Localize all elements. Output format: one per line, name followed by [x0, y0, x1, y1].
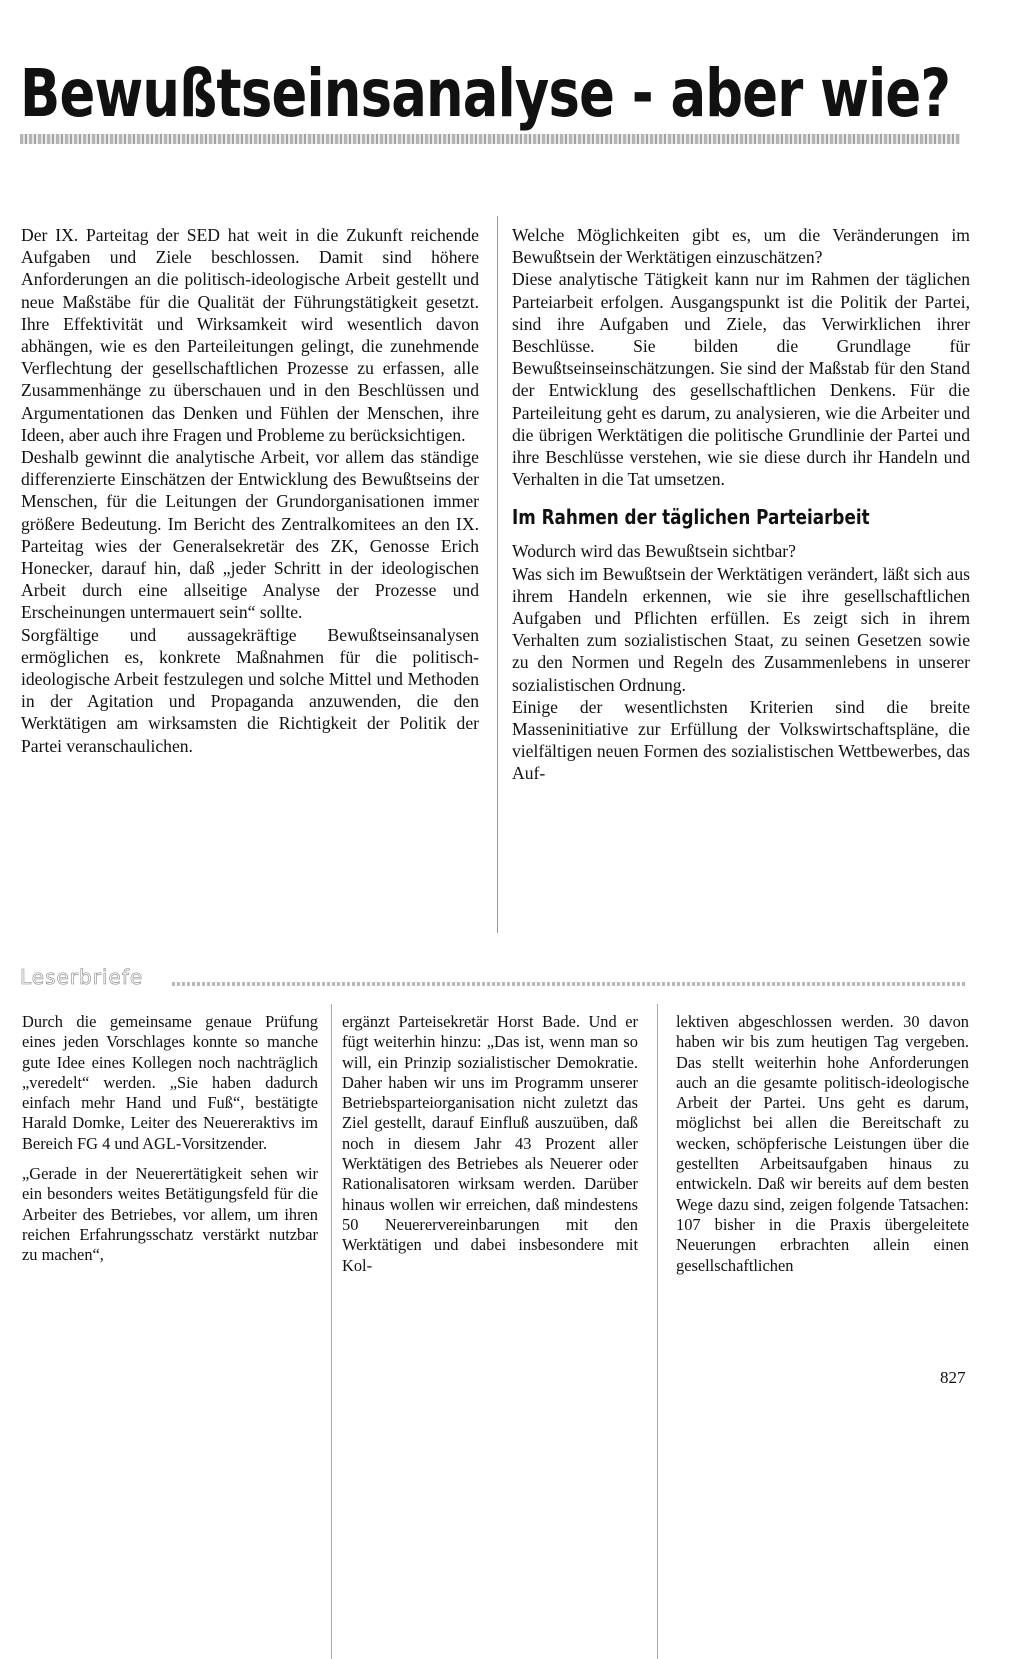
article-column-2	[512, 224, 970, 785]
paragraph: Was sich im Bewußtsein der Werktätigen verändert, läßt sich aus ihrem Handeln erkennen, wie sie ihre gesellschaftlichen Aufgaben und Pflichten erfüllen. Es zeigt sich in ihrem Verhalten zum sozialistischen Staat, zu seinen Gesetzen sowie zu den Normen und Regeln des Zusammenlebens in unserer sozialistischen Ordnung.	[512, 563, 970, 695]
paragraph: Deshalb gewinnt die analytische Arbeit, vor allem das ständige differenzierte Einschätzen der Entwicklung des Bewußtseins der Menschen, für die Leitungen der Grundorganisationen immer größere Bedeutung. Im Bericht des Zentralkomitees an den IX. Parteitag wies der Generalsekretär des ZK, Genosse Erich Honecker, darauf hin, daß „jeder Schritt in der ideologischen Arbeit durch eine allseitige Analyse der Prozesse und Erscheinungen untermauert sein“ sollte.	[21, 447, 479, 623]
paragraph: Der IX. Parteitag der SED hat weit in die Zukunft reichende Aufgaben und Ziele beschlossen. Damit sind höhere Anforderungen an die politisch-ideologische Arbeit gestellt und neue Maßstäbe für die Qualität der Führungstätigkeit gesetzt. Ihre Effektivität und Wirksamkeit wird wesentlich davon abhängen, wie es den Parteileitungen gelingt, die zunehmende Verflechtung der gesellschaftlichen Prozesse zu erfassen, alle Zusammenhänge zu überschauen und in den Beschlüssen und Argumentationen das Denken und Fühlen der Menschen, ihre Ideen, aber auch ihre Fragen und Probleme zu berücksichtigen.	[21, 225, 479, 445]
letters-section-label: Leserbriefe	[20, 965, 144, 989]
page-title: Bewußtseinsanalyse - aber wie?	[20, 55, 951, 132]
paragraph: Diese analytische Tätigkeit kann nur im Rahmen der täglichen Parteiarbeit erfolgen. Ausgangspunkt ist die Politik der Partei, sind ihre Aufgaben und Ziele, das Verwirklichen ihrer Beschlüsse. Sie bilden die Grundlage für Bewußtseinseinschätzungen. Sie sind der Maßstab für den Stand der Entwicklung des gesellschaftlichen Denkens. Für die Parteileitung geht es darum, zu analysieren, wie die Arbeiter und die übrigen Werktätigen die politische Grundlinie der Partei und ihre Beschlüsse verstehen, wie sie diese durch ihr Handeln und Verhalten in die Tat umsetzen.	[512, 269, 970, 490]
article-column-1	[21, 224, 479, 757]
page-number: 827	[940, 1368, 966, 1387]
section-heading: Im Rahmen der täglichen Parteiarbeit	[512, 505, 870, 530]
paragraph: lektiven abgeschlossen werden. 30 davon haben wir bis zum heutigen Tag vergeben. Das stellt weiterhin hohe Anforderungen auch an die gesamte politisch-ideologische Arbeit der Partei. Uns geht es darum, möglichst bei allen die Bereitschaft zu wecken, schöpferische Leistungen über die gestellten Arbeitsaufgaben hinaus zu entwickeln. Daß wir bereits auf dem besten Wege dazu sind, zeigen folgende Tatsachen: 107 bisher in die Praxis übergeleitete Neuerungen erbrachten allein einen gesellschaftlichen	[676, 1012, 969, 1275]
paragraph: Durch die gemeinsame genaue Prüfung eines jeden Vorschlages konnte so manche gute Idee eines Kollegen noch nachträglich „veredelt“ werden. „Sie haben dadurch einfach mehr Hand und Fuß“, bestätigte Harald Domke, Leiter des Neuereraktivs im Bereich FG 4 und AGL-Vorsitzender.	[22, 1012, 318, 1153]
letters-rule	[172, 982, 967, 986]
letters-column-3	[676, 1012, 969, 1276]
paragraph: Welche Möglichkeiten gibt es, um die Veränderungen im Bewußtsein der Werktätigen einzuschätzen?	[512, 225, 970, 268]
paragraph: ergänzt Parteisekretär Horst Bade. Und er fügt weiterhin hinzu: „Das ist, wenn man so will, ein Prinzip sozialistischer Demokratie. Daher haben wir uns im Programm unserer Betriebsparteiorganisation nicht zuletzt das Ziel gestellt, darauf Einfluß auszuüben, daß noch in diesem Jahr 43 Prozent aller Werktätigen des Betriebes als Neuerer oder Rationalisatoren wirksam werden. Darüber hinaus wollen wir erreichen, daß mindestens 50 Neuerervereinbarungen mit den Werktätigen und dabei insbesondere mit Kol-	[342, 1012, 638, 1275]
title-rule	[20, 134, 960, 144]
paragraph: Sorgfältige und aussagekräftige Bewußtseinsanalysen ermöglichen es, konkrete Maßnahmen für die politisch-ideologische Arbeit festzulegen und solche Mittel und Methoden in der Agitation und Propaganda anzuwenden, die den Werktätigen am wirksamsten die Richtigkeit der Politik der Partei veranschaulichen.	[21, 624, 479, 756]
letters-column-divider	[657, 1004, 658, 1659]
column-divider	[497, 216, 498, 933]
letters-column-1	[22, 1012, 318, 1266]
paragraph: Wodurch wird das Bewußtsein sichtbar?	[512, 541, 796, 562]
paragraph: „Gerade in der Neuerertätigkeit sehen wir ein besonders weites Betätigungsfeld für die Arbeiter des Betriebes, vor allem, um ihren reichen Erfahrungsschatz verstärkt nutzbar zu machen“,	[22, 1164, 318, 1265]
letters-column-2	[342, 1012, 638, 1276]
letters-column-divider	[331, 1004, 332, 1659]
paragraph: Einige der wesentlichsten Kriterien sind die breite Masseninitiative zur Erfüllung der Volkswirtschaftspläne, die vielfältigen neuen Formen des sozialistischen Wettbewerbes, das Auf-	[512, 696, 970, 784]
